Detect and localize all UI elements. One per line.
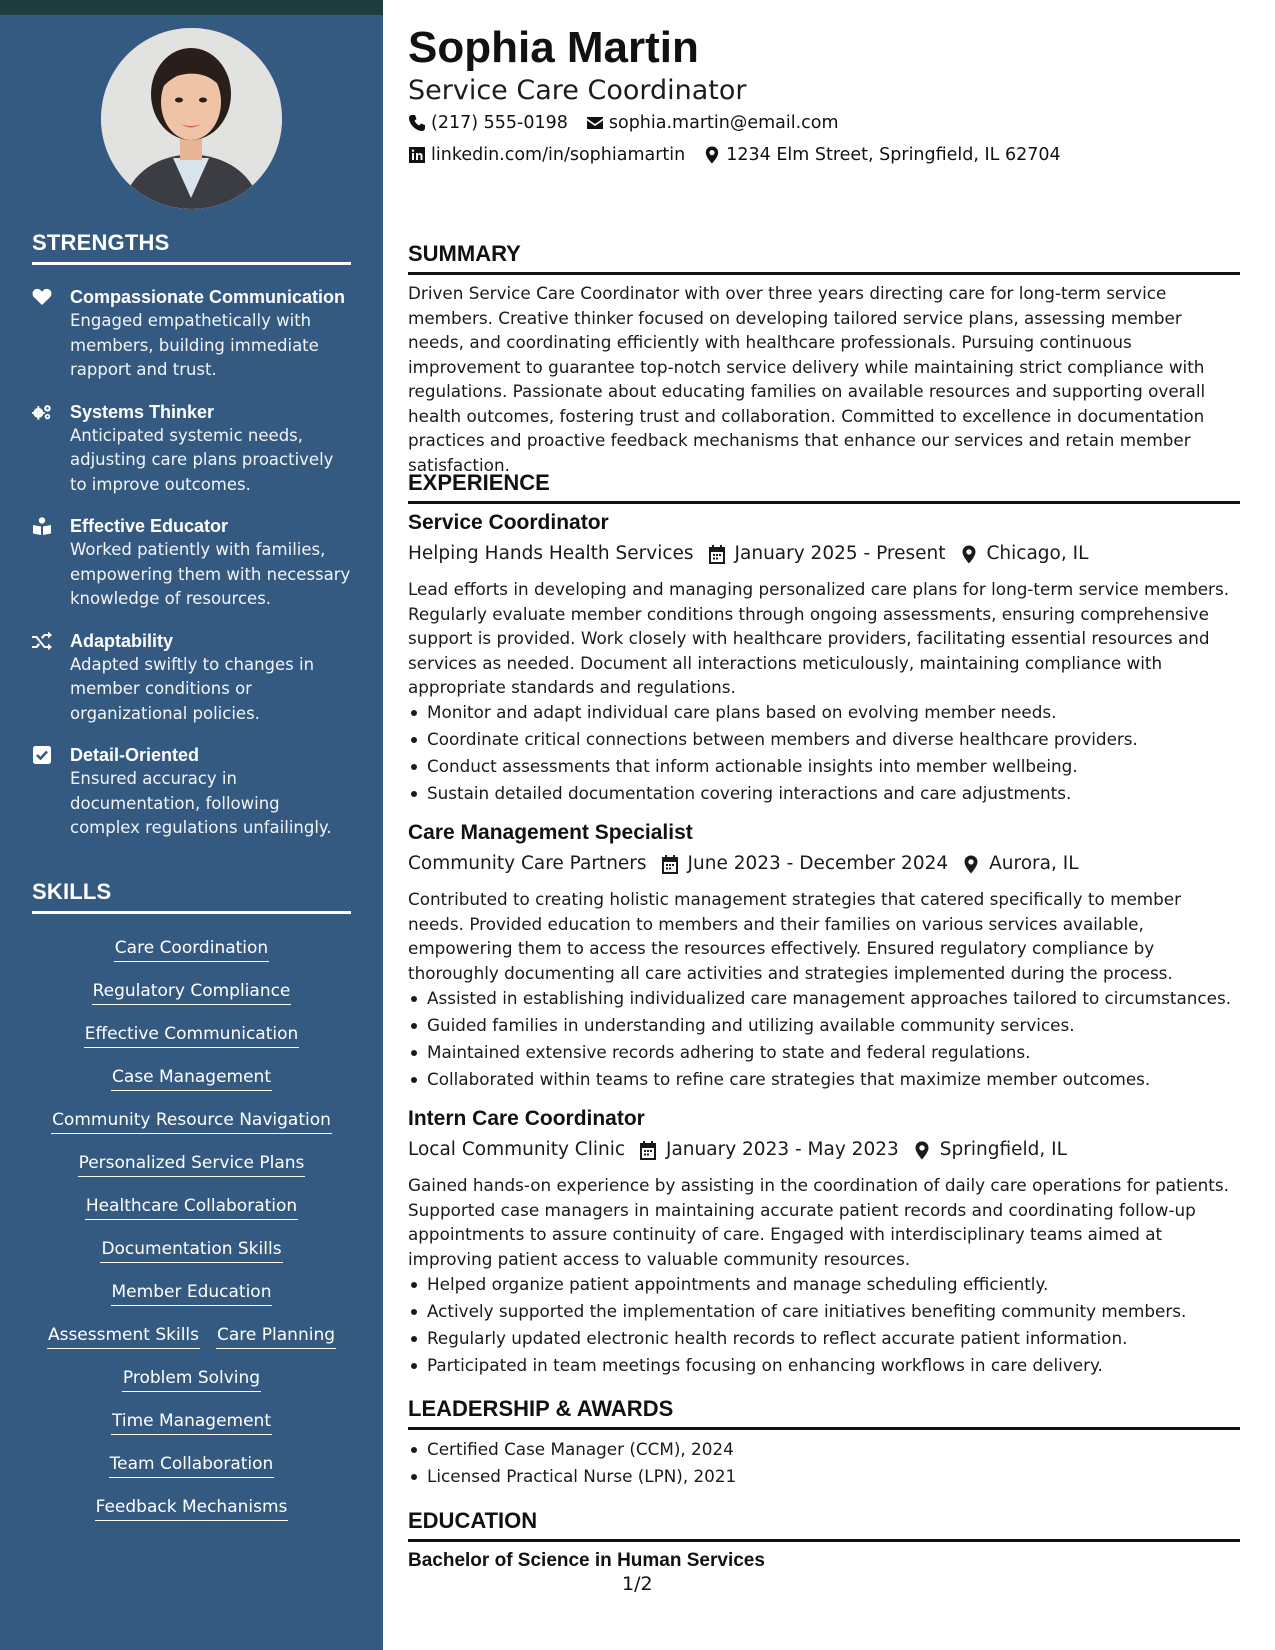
profile-photo	[101, 28, 282, 209]
job-description: Gained hands-on experience by assisting in the coordination of daily care operations for patients. Supported case managers in maintaining accurate patient records and coordinating follow-up appointments to assure continuity of care. Engaged with interdisciplinary teams aimed at improving patient access to valuable community resources.	[408, 1175, 1229, 1269]
skill-tag: Case Management	[111, 1064, 272, 1091]
strength-description: Anticipated systemic needs, adjusting care plans proactively to improve outcomes.	[70, 425, 334, 494]
strength-title: Systems Thinker	[70, 401, 215, 422]
job-role: Care Management Specialist	[408, 821, 693, 844]
bullet-item: Helped organize patient appointments and manage scheduling efficiently.	[408, 1271, 1240, 1298]
skill-tag: Community Resource Navigation	[51, 1107, 332, 1134]
job-role: Service Coordinator	[408, 511, 609, 534]
sidebar-top-bar	[0, 0, 383, 15]
job-meta	[408, 541, 1102, 567]
calendar-icon	[661, 855, 679, 874]
skill-tag: Documentation Skills	[100, 1236, 282, 1263]
contact-row	[408, 113, 857, 133]
bullet-item: Actively supported the implementation of care initiatives benefiting community members.	[408, 1298, 1240, 1325]
job-location: Aurora, IL	[989, 853, 1079, 874]
job-meta	[408, 851, 1093, 877]
bullet-item: Sustain detailed documentation covering interactions and care adjustments.	[408, 780, 1240, 807]
strength-item	[32, 629, 351, 727]
strength-title: Adaptability	[70, 630, 174, 651]
map-pin-icon	[703, 146, 721, 164]
linkedin-text: linkedin.com/in/sophiamartin	[431, 145, 686, 165]
job-dates: June 2023 - December 2024	[687, 853, 949, 874]
shuffle-icon	[32, 629, 70, 727]
envelope-icon	[586, 114, 604, 132]
skill-tag: Effective Communication	[84, 1021, 300, 1048]
skill-tag: Care Coordination	[114, 935, 269, 962]
strength-description: Worked patiently with families, empowering them with necessary knowledge of resources.	[70, 540, 351, 608]
job-bullets	[408, 699, 1240, 807]
awards-heading: LEADERSHIP & AWARDS	[408, 1395, 1240, 1430]
strengths-list	[32, 285, 351, 858]
strengths-heading: STRENGTHS	[32, 230, 351, 265]
bullet-item: Participated in team meetings focusing on enhancing workflows in care delivery.	[408, 1352, 1240, 1379]
bullet-item: Conduct assessments that inform actionable insights into member wellbeing.	[408, 753, 1240, 780]
skill-tag: Regulatory Compliance	[92, 978, 292, 1005]
education-heading: EDUCATION	[408, 1507, 1240, 1542]
bullet-item: Guided families in understanding and utilizing available community services.	[408, 1012, 1240, 1039]
job-description: Contributed to creating holistic management strategies that catered specifically to member needs. Provided education to members and their families on various services available, empowering them to access the resources effectively. Ensured regulatory compliance by thoroughly documenting all care activities and strategies implemented during the process.	[408, 889, 1182, 983]
page-number: 1/2	[622, 1573, 653, 1595]
book-reader-icon	[32, 514, 70, 612]
map-pin-icon	[913, 1141, 931, 1160]
bullet-item: Assisted in establishing individualized care management approaches tailored to circumstances.	[408, 985, 1240, 1012]
job-location: Springfield, IL	[939, 1139, 1067, 1160]
strength-title: Compassionate Communication	[70, 287, 346, 307]
phone-contact[interactable]	[408, 113, 568, 133]
strength-description: Engaged empathetically with members, building immediate rapport and trust.	[70, 311, 319, 379]
skill-tag: Assessment Skills	[47, 1322, 200, 1349]
skill-tag: Care Planning	[216, 1322, 336, 1349]
contact-row	[408, 145, 1079, 165]
job-dates: January 2023 - May 2023	[666, 1139, 899, 1160]
summary-heading: SUMMARY	[408, 240, 1240, 275]
job-bullets	[408, 1271, 1240, 1379]
calendar-icon	[639, 1141, 657, 1160]
bullet-item: Maintained extensive records adhering to state and federal regulations.	[408, 1039, 1240, 1066]
map-pin-icon	[962, 855, 980, 874]
job-meta	[408, 1137, 1081, 1163]
bullet-item: Regularly updated electronic health records to reflect accurate patient information.	[408, 1325, 1240, 1352]
address-contact	[703, 145, 1060, 165]
avatar	[101, 28, 282, 209]
strength-item	[32, 285, 351, 383]
map-pin-icon	[960, 545, 978, 564]
job-role: Intern Care Coordinator	[408, 1107, 645, 1130]
skill-tag: Time Management	[111, 1408, 272, 1435]
address-text: 1234 Elm Street, Springfield, IL 62704	[726, 145, 1061, 165]
education-degree: Bachelor of Science in Human Services	[408, 1550, 765, 1571]
job-company: Community Care Partners	[408, 853, 647, 874]
email-contact[interactable]	[586, 113, 839, 133]
awards-list	[408, 1436, 1240, 1490]
skill-tag: Problem Solving	[122, 1365, 261, 1392]
bullet-item: Coordinate critical connections between members and diverse healthcare providers.	[408, 726, 1240, 753]
email-text: sophia.martin@email.com	[608, 113, 839, 133]
sidebar	[0, 0, 383, 1650]
strength-description: Adapted swiftly to changes in member conditions or organizational policies.	[70, 654, 315, 723]
strength-item	[32, 400, 351, 498]
checkbox-icon	[32, 743, 70, 841]
bullet-item: Collaborated within teams to refine care strategies that maximize member outcomes.	[408, 1066, 1240, 1093]
summary-text: Driven Service Care Coordinator with over three years directing care for long-term service members. Creative thinker focused on developing tailored service plans, assessing member needs, and coordinating efficiently with healthcare professionals. Pursuing continuous improvement to guarantee top-notch service delivery while maintaining strict compliance with regulations. Passionate about educating families on available resources and supporting overall health outcomes, fostering trust and collaboration. Committed to excellence in documentation practices and proactive feedback mechanisms that enhance our services and retain member satisfaction.	[408, 283, 1206, 475]
bullet-item: Monitor and adapt individual care plans based on evolving member needs.	[408, 699, 1240, 726]
skills-heading: SKILLS	[32, 879, 351, 914]
linkedin-icon	[408, 146, 426, 164]
calendar-icon	[708, 545, 726, 564]
strength-item	[32, 743, 351, 841]
award-item: Certified Case Manager (CCM), 2024	[408, 1436, 1240, 1463]
linkedin-contact[interactable]	[408, 145, 685, 165]
job-bullets	[408, 985, 1240, 1093]
skill-tag: Member Education	[111, 1279, 273, 1306]
phone-text: (217) 555-0198	[431, 113, 568, 133]
job-company: Local Community Clinic	[408, 1139, 626, 1160]
skill-tag: Personalized Service Plans	[78, 1150, 306, 1177]
skills-list	[32, 935, 351, 1537]
strength-item	[32, 514, 351, 612]
skill-tag: Healthcare Collaboration	[85, 1193, 298, 1220]
job-dates: January 2025 - Present	[734, 543, 946, 564]
gears-icon	[32, 400, 70, 498]
candidate-name: Sophia Martin	[408, 23, 699, 72]
strength-title: Detail-Oriented	[70, 745, 200, 765]
strength-title: Effective Educator	[70, 516, 229, 536]
candidate-title: Service Care Coordinator	[408, 75, 747, 106]
phone-icon	[408, 114, 426, 132]
experience-heading: EXPERIENCE	[408, 469, 1240, 504]
skill-tag: Feedback Mechanisms	[95, 1494, 289, 1521]
strength-description: Ensured accuracy in documentation, following complex regulations unfailingly.	[70, 769, 332, 837]
award-item: Licensed Practical Nurse (LPN), 2021	[408, 1463, 1240, 1490]
job-company: Helping Hands Health Services	[408, 543, 694, 564]
heart-icon	[32, 285, 70, 383]
job-location: Chicago, IL	[986, 543, 1089, 564]
job-description: Lead efforts in developing and managing personalized care plans for long-term service members. Regularly evaluate member conditions through ongoing assessments, ensuring comprehensive support is provided. Work closely with healthcare providers, facilitating essential resources and services as needed. Document all interactions meticulously, maintaining compliance with appropriate standards and regulations.	[408, 579, 1230, 697]
skill-tag: Team Collaboration	[109, 1451, 275, 1478]
